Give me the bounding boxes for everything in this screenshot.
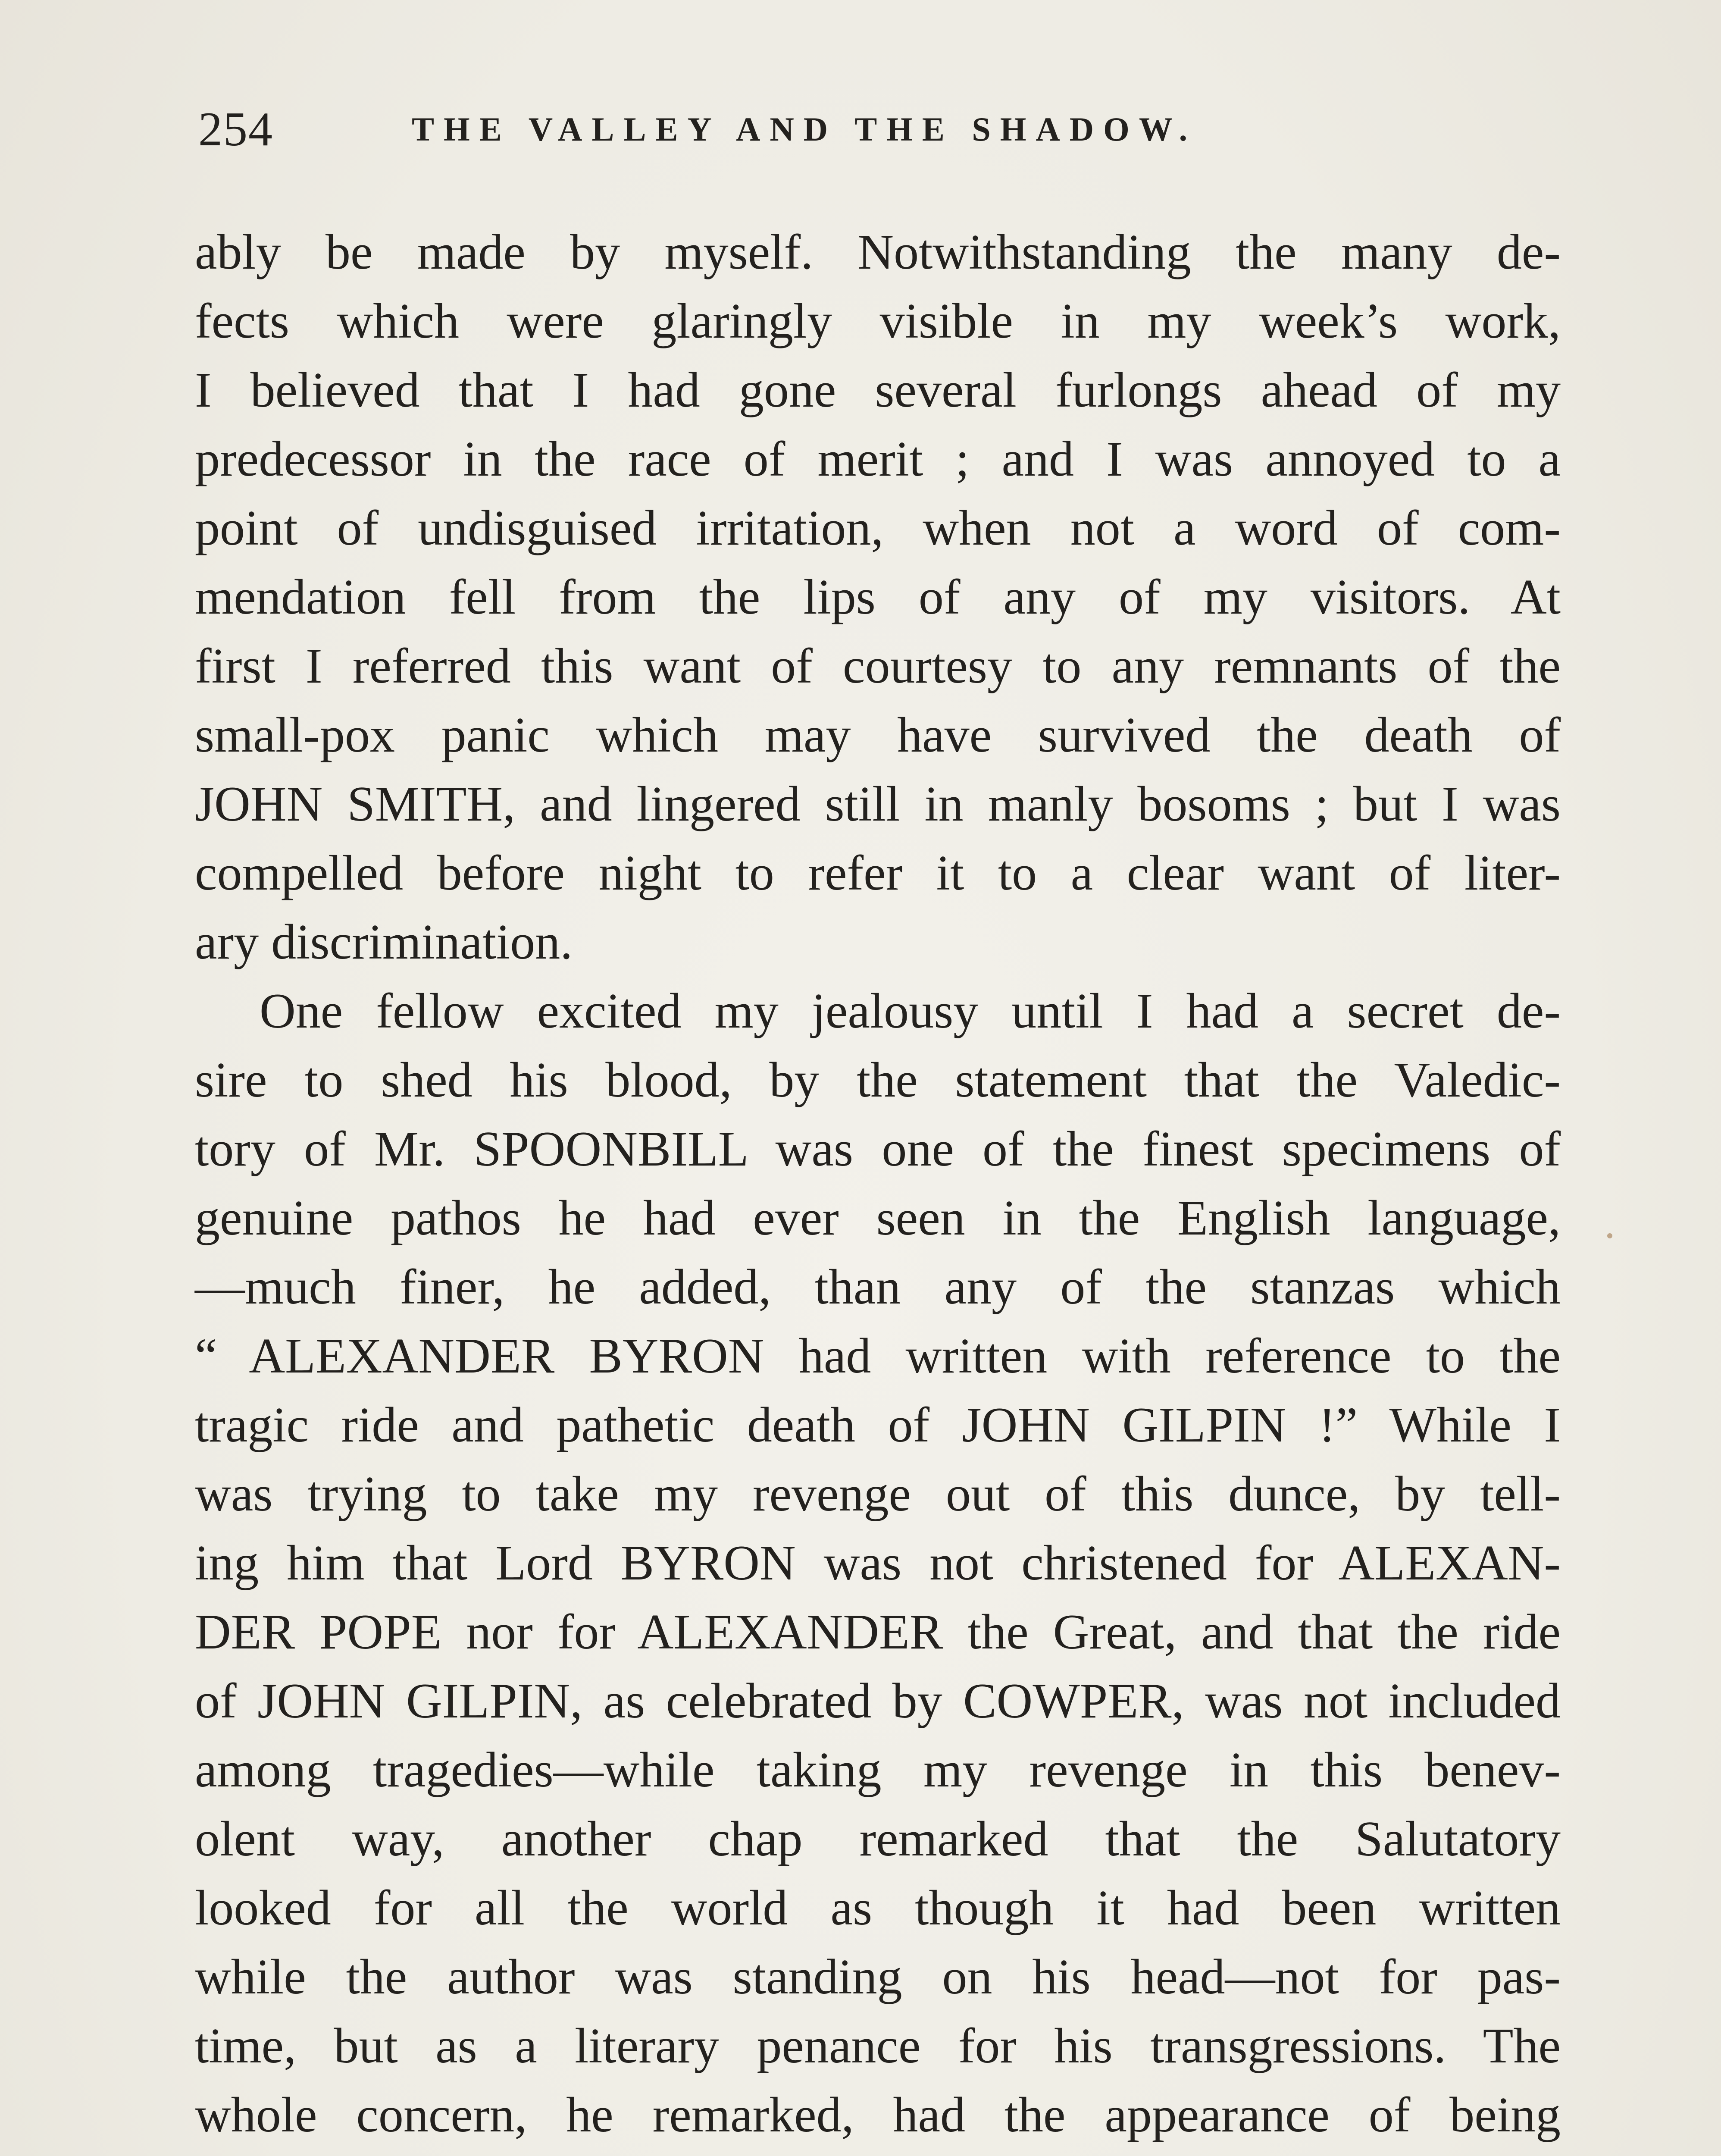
text-line: point of undisguised irritation, when not a word of com- — [195, 501, 1561, 556]
text-line: ing him that Lord BYRON was not christened for ALEXAN- — [195, 1536, 1561, 1591]
text-line: DER POPE nor for ALEXANDER the Great, and that the ride — [195, 1604, 1561, 1660]
text-line: olent way, another chap remarked that the Salutatory — [195, 1811, 1561, 1867]
text-line: looked for all the world as though it had been written — [195, 1880, 1561, 1936]
body-text — [195, 218, 1561, 2156]
text-line: was trying to take my revenge out of this dunce, by tell- — [195, 1467, 1561, 1522]
text-line: while the author was standing on his head—not for pas- — [195, 1949, 1561, 2005]
text-line: whole concern, he remarked, had the appearance of being — [195, 2087, 1561, 2143]
text-line: among tragedies—while taking my revenge in this benev- — [195, 1742, 1561, 1798]
page-number: 254 — [198, 103, 273, 156]
text-line: first I referred this want of courtesy to any remnants of the — [195, 639, 1561, 694]
running-head: THE VALLEY AND THE SHADOW. — [412, 110, 1197, 148]
text-line: fects which were glaringly visible in my week’s work, — [195, 294, 1561, 349]
text-line: of JOHN GILPIN, as celebrated by COWPER, was not included — [195, 1673, 1561, 1729]
page-header — [198, 93, 1578, 166]
text-line: mendation fell from the lips of any of my visitors. At — [195, 570, 1561, 625]
text-line: JOHN SMITH, and lingered still in manly bosoms ; but I was — [195, 777, 1561, 832]
text-line: tory of Mr. SPOONBILL was one of the finest specimens of — [195, 1122, 1561, 1177]
text-line — [195, 2150, 1561, 2156]
paper-speck — [1607, 1233, 1612, 1238]
text-line: compelled before night to refer it to a clear want of liter- — [195, 846, 1561, 901]
text-line: “ ALEXANDER BYRON had written with reference to the — [195, 1329, 1561, 1384]
text-line: time, but as a literary penance for his transgressions. The — [195, 2018, 1561, 2074]
text-line: ably be made by myself. Notwithstanding the many de- — [195, 225, 1561, 280]
text-line: tragic ride and pathetic death of JOHN GILPIN !” While I — [195, 1398, 1561, 1453]
text-line: ary discrimination. — [195, 915, 573, 970]
text-line: predecessor in the race of merit ; and I was annoyed to a — [195, 432, 1561, 487]
text-line: I believed that I had gone several furlongs ahead of my — [195, 363, 1561, 418]
text-line: —much finer, he added, than any of the stanzas which — [195, 1260, 1561, 1315]
text-line: sire to shed his blood, by the statement that the Valedic- — [195, 1053, 1561, 1108]
text-line: One fellow excited my jealousy until I had a secret de- — [260, 984, 1561, 1039]
text-line: small-pox panic which may have survived the death of — [195, 708, 1561, 763]
text-line: genuine pathos he had ever seen in the English language, — [195, 1191, 1561, 1246]
